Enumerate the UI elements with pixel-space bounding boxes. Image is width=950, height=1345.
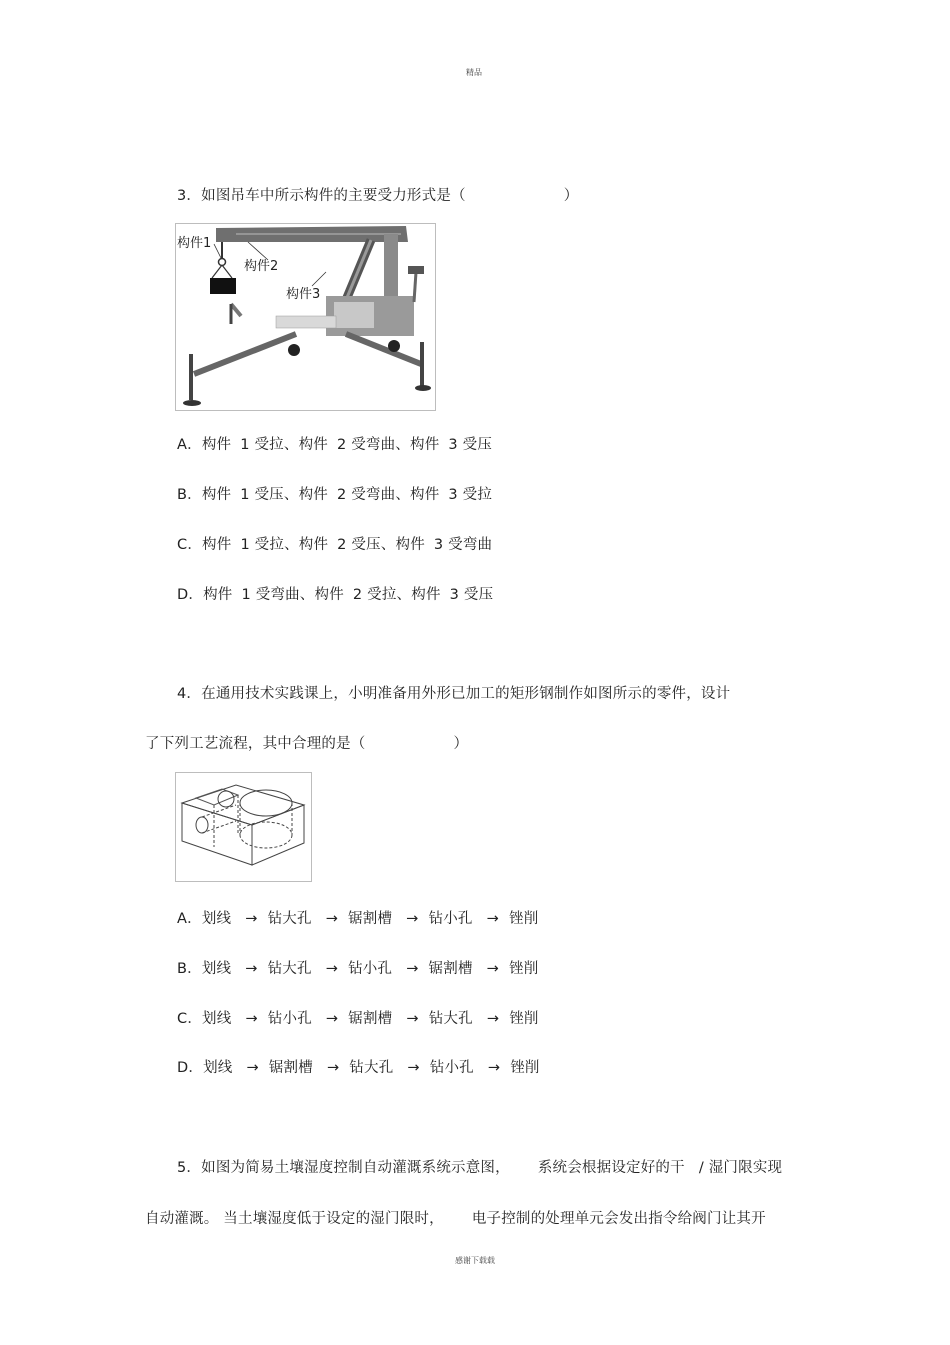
arrow-icon: → — [406, 911, 419, 927]
q3-stem — [177, 184, 578, 205]
q5-line2: 自动灌溉。 当土壤湿度低于设定的湿门限时， 电子控制的处理单元会发出指令给阀门让其开 — [145, 1211, 766, 1227]
q4-option-d: D．划线 → 锯割槽 → 钻大孔 → 钻小孔 → 锉削 — [177, 1060, 540, 1076]
arrow-icon: → — [486, 911, 499, 927]
q4-option-b: B．划线 → 钻大孔 → 钻小孔 → 锯割槽 → 锉削 — [177, 961, 539, 977]
arrow-icon: → — [325, 911, 339, 927]
arrow-icon: → — [246, 1060, 259, 1076]
q3-option-c: C．构件 1 受拉、构件 2 受压、构件 3 受弯曲 — [177, 537, 493, 553]
q4-option-c: C．划线 → 钻小孔 → 锯割槽 → 钻大孔 → 锉削 — [177, 1011, 539, 1027]
part-figure — [175, 772, 312, 882]
arrow-icon: → — [245, 961, 258, 977]
q5-line1: 5．如图为简易土壤湿度控制自动灌溉系统示意图， 系统会根据设定好的干 / 湿门限实现 — [177, 1160, 783, 1176]
arrow-icon: → — [407, 1060, 420, 1076]
q3-option-a: A．构件 1 受拉、构件 2 受弯曲、构件 3 受压 — [177, 437, 493, 453]
crane-drawing — [176, 224, 435, 410]
q3-option-b: B．构件 1 受压、构件 2 受弯曲、构件 3 受拉 — [177, 487, 493, 503]
arrow-icon: → — [325, 1011, 339, 1027]
arrow-icon: → — [406, 961, 419, 977]
label-component-1: 构件1 — [177, 236, 212, 251]
arrow-icon: → — [486, 961, 500, 977]
page-header: 精品 — [466, 68, 482, 77]
arrow-icon: → — [487, 1060, 501, 1076]
q4-stem-line1: 4．在通用技术实践课上，小明准备用外形已加工的矩形钢制作如图所示的零件，设计 — [177, 686, 731, 702]
arrow-icon: → — [325, 961, 339, 977]
q3-stem-prefix: 3．如图吊车中所示构件的主要受力形式是（ — [177, 188, 466, 204]
arrow-icon: → — [326, 1060, 340, 1076]
q4-stem-line2: 了下列工艺流程，其中合理的是（ ） — [145, 736, 469, 752]
arrow-icon: → — [406, 1011, 419, 1027]
label-component-3: 构件3 — [286, 287, 321, 302]
q3-stem-suffix: ） — [563, 188, 579, 204]
crane-figure — [175, 223, 436, 411]
q4-option-a: A．划线 → 钻大孔 → 锯割槽 → 钻小孔 → 锉削 — [177, 911, 539, 927]
q3-option-d: D．构件 1 受弯曲、构件 2 受拉、构件 3 受压 — [177, 587, 494, 603]
arrow-icon: → — [245, 911, 258, 927]
label-component-2: 构件2 — [244, 259, 279, 274]
arrow-icon: → — [486, 1011, 500, 1027]
part-drawing — [176, 773, 311, 881]
arrow-icon: → — [245, 1011, 258, 1027]
page-footer: 感谢下载载 — [455, 1256, 495, 1265]
